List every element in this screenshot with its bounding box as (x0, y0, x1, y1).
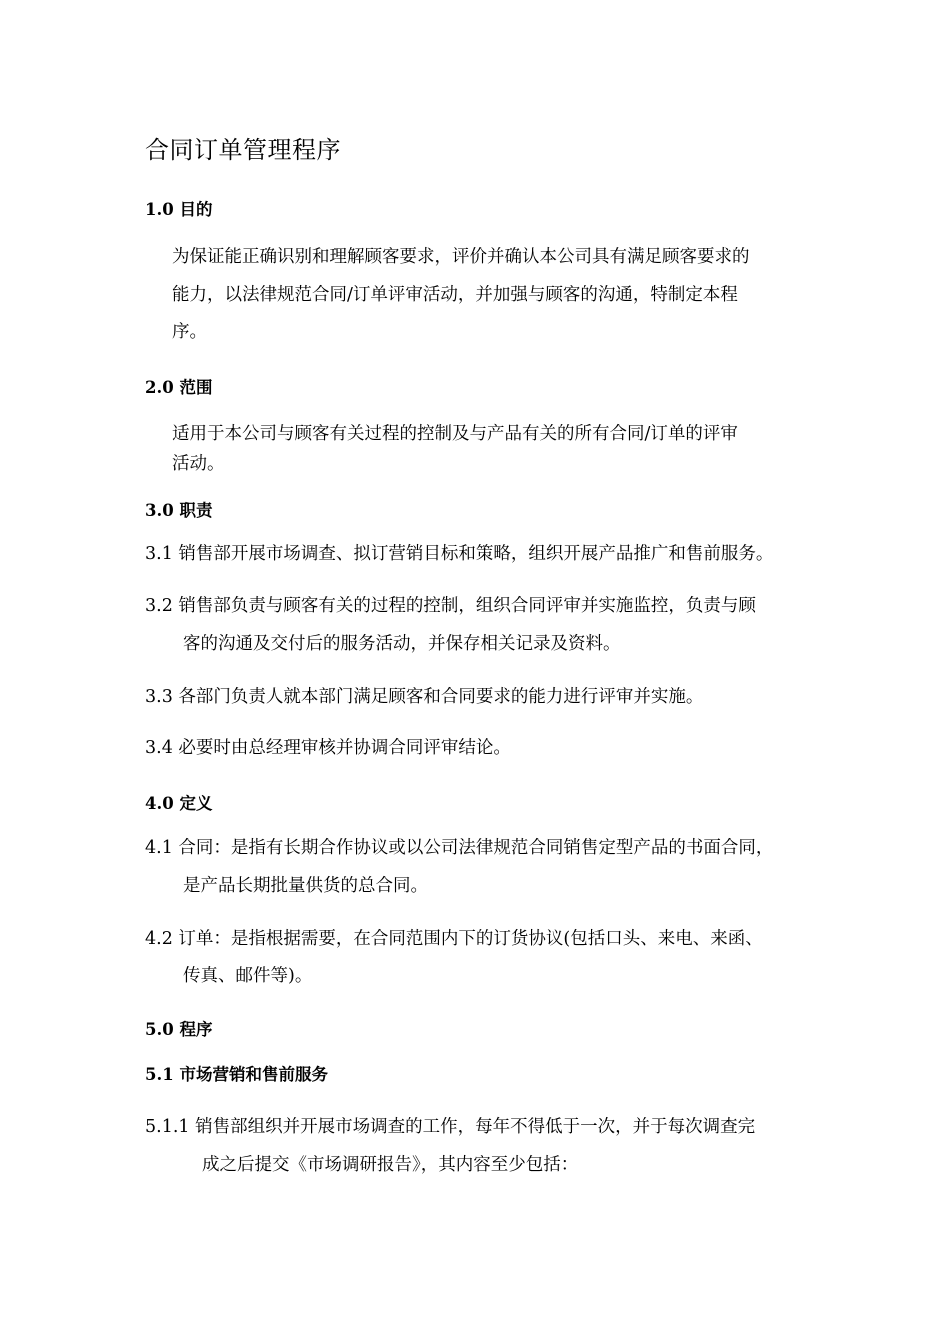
section-heading-responsibilities: 3.0 职责 (145, 501, 213, 520)
section-heading-procedure: 5.0 程序 (145, 1020, 213, 1039)
definition-4-1-cont: 是产品长期批量供货的总合同。 (183, 876, 428, 896)
section-heading-purpose: 1.0 目的 (145, 200, 213, 219)
definition-4-1: 4.1 合同：是指有长期合作协议或以公司法律规范合同销售定型产品的书面合同， (145, 838, 774, 858)
definition-4-2: 4.2 订单：是指根据需要，在合同范围内下的订货协议(包括口头、来电、来函、 (145, 929, 763, 949)
responsibility-3-2: 3.2 销售部负责与顾客有关的过程的控制，组织合同评审并实施监控，负责与顾 (145, 596, 756, 616)
responsibility-3-2-cont: 客的沟通及交付后的服务活动，并保存相关记录及资料。 (183, 634, 621, 654)
responsibility-3-1: 3.1 销售部开展市场调查、拟订营销目标和策略，组织开展产品推广和售前服务。 (145, 544, 774, 564)
procedure-5-1-1-cont: 成之后提交《市场调研报告》，其内容至少包括： (202, 1155, 579, 1175)
responsibility-3-3: 3.3 各部门负责人就本部门满足顾客和合同要求的能力进行评审并实施。 (145, 687, 704, 707)
purpose-line-2: 能力，以法律规范合同/订单评审活动，并加强与顾客的沟通，特制定本程 (172, 285, 738, 305)
subsection-heading-marketing: 5.1 市场营销和售前服务 (145, 1065, 328, 1084)
purpose-line-3: 序。 (172, 322, 207, 342)
responsibility-3-4: 3.4 必要时由总经理审核并协调合同评审结论。 (145, 738, 511, 758)
section-heading-scope: 2.0 范围 (145, 378, 213, 397)
procedure-5-1-1: 5.1.1 销售部组织并开展市场调查的工作，每年不得低于一次，并于每次调查完 (145, 1117, 756, 1137)
scope-line-2: 活动。 (172, 454, 225, 474)
page-title: 合同订单管理程序 (145, 136, 341, 164)
purpose-line-1: 为保证能正确识别和理解顾客要求，评价并确认本公司具有满足顾客要求的 (172, 247, 750, 267)
definition-4-2-cont: 传真、邮件等)。 (183, 966, 313, 986)
section-heading-definitions: 4.0 定义 (145, 794, 213, 813)
scope-line-1: 适用于本公司与顾客有关过程的控制及与产品有关的所有合同/订单的评审 (172, 424, 738, 444)
